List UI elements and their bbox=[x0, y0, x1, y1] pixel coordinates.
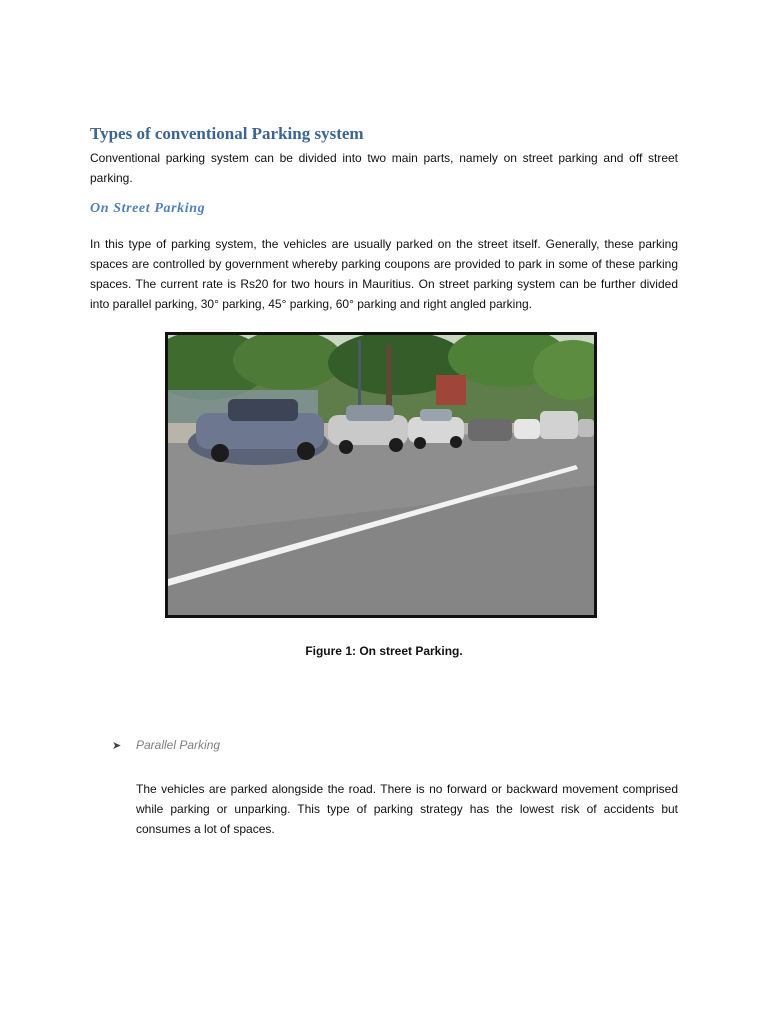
figure-caption: Figure 1: On street Parking. bbox=[305, 644, 463, 658]
street-parking-photo bbox=[165, 332, 597, 618]
list-item bbox=[112, 738, 220, 752]
list-item-label: Parallel Parking bbox=[136, 738, 221, 752]
section-heading: Types of conventional Parking system bbox=[90, 124, 364, 143]
arrow-bullet-icon: ➤ bbox=[112, 739, 122, 752]
intro-paragraph: Conventional parking system can be divided into two main parts, namely on street parking and off street parking. bbox=[90, 151, 678, 185]
parallel-parking-paragraph: The vehicles are parked alongside the road. There is no forward or backward movement comprised while parking or unparking. This type of parking strategy has the lowest risk of accidents but consumes a lot of spaces. bbox=[136, 782, 678, 836]
on-street-paragraph: In this type of parking system, the vehicles are usually parked on the street itself. Generally, these parking spaces are controlled by government whereby parking coupons are provided to park in some of these parking spaces. The current rate is Rs20 for two hours in Mauritius. On street parking system can be further divided into parallel parking, 30° parking, 45° parking, 60° parking and right angled parking. bbox=[90, 237, 678, 311]
on-street-subheading: On Street Parking bbox=[90, 201, 206, 216]
